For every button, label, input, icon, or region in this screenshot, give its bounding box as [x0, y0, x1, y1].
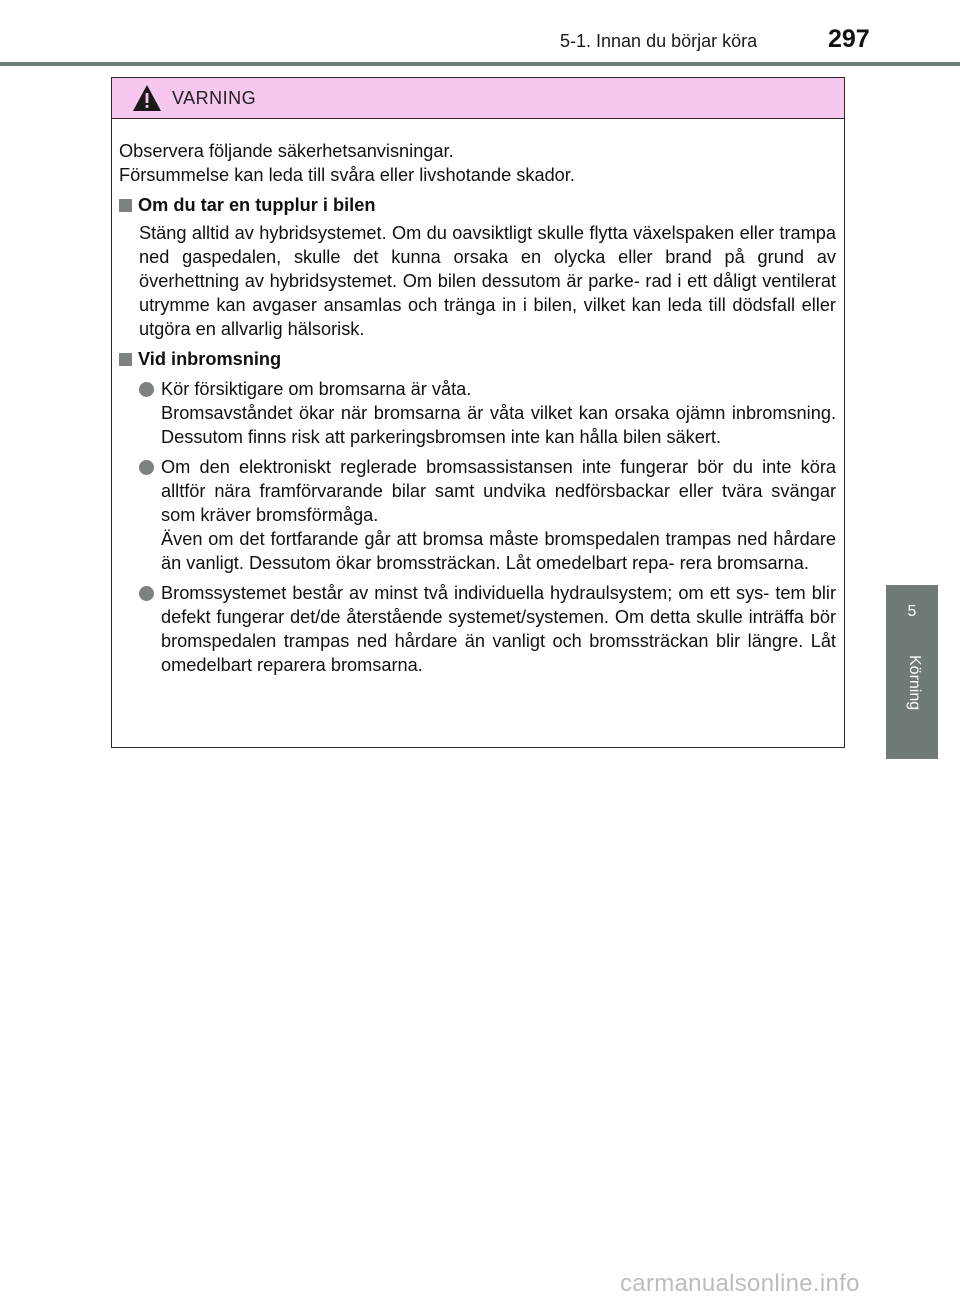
square-bullet-icon [119, 353, 132, 366]
chapter-label: Körning [906, 655, 923, 711]
list-item [139, 581, 836, 677]
warning-title: VARNING [172, 88, 257, 108]
section-braking [119, 347, 836, 677]
warning-body [112, 119, 844, 677]
item-text: Även om det fortfarande går att bromsa måste bromspedalen trampas ned hårdare än vanligt. Dessutom ökar bromssträckan. Låt omedelbart repa- rera bromsarna. [161, 529, 836, 573]
item-lead: Bromssystemet består av minst två individuella hydraulsystem; om ett sys- tem blir defekt fungerar det/de återstående systemet/systemen. Om detta skulle inträffa bör bromspedalen trampas ned hårdare än vanligt och bromssträckan blir längre. Låt omedelbart reparera bromsarna. [161, 583, 836, 675]
header-divider [0, 62, 960, 66]
item-lead: Kör försiktigare om bromsarna är våta. [161, 379, 472, 399]
section-heading [119, 193, 836, 217]
item-text: Bromsavståndet ökar när bromsarna är våta vilket kan orsaka ojämn inbromsning. Dessutom finns risk att parkeringsbromsen inte kan hålla bilen säkert. [161, 403, 836, 447]
warning-box [111, 77, 845, 748]
section-title: 5-1. Innan du börjar köra [560, 31, 758, 51]
circle-bullet-icon [139, 382, 154, 397]
square-bullet-icon [119, 199, 132, 212]
page-number: 297 [828, 25, 870, 53]
circle-bullet-icon [139, 460, 154, 475]
section-nap [119, 193, 836, 341]
chapter-number: 5 [907, 603, 917, 620]
section-heading [119, 347, 836, 371]
section-heading-text: Vid inbromsning [138, 349, 282, 369]
intro-line: Försummelse kan leda till svåra eller livshotande skador. [119, 165, 575, 185]
warning-intro [119, 139, 836, 187]
list-item [139, 377, 836, 449]
section-heading-text: Om du tar en tupplur i bilen [138, 195, 376, 215]
warning-triangle-icon [132, 84, 162, 112]
warning-header [112, 78, 844, 119]
chapter-tab [886, 585, 938, 759]
list-item [139, 455, 836, 575]
circle-bullet-icon [139, 586, 154, 601]
intro-line: Observera följande säkerhetsanvisningar. [119, 141, 454, 161]
item-lead: Om den elektroniskt reglerade bromsassistansen inte fungerar bör du inte köra alltför nära framförvarande bilar samt undvika nedförsbackar eller tvära svängar som kräver bromsförmåga. [161, 457, 836, 525]
watermark: carmanualsonline.info [620, 1270, 860, 1297]
section-paragraph: Stäng alltid av hybridsystemet. Om du oavsiktligt skulle flytta växelspaken eller trampa ned gaspedalen, skulle det kunna orsaka en olycka eller brand på grund av överhettning av hybridsystemet. Om bilen dessutom är parke- rad i ett dåligt ventilerat utrymme kan avgaser ansamlas och tränga in i bilen, vilket kan leda till dödsfall eller utgöra en allvarlig hälsorisk. [139, 223, 836, 339]
